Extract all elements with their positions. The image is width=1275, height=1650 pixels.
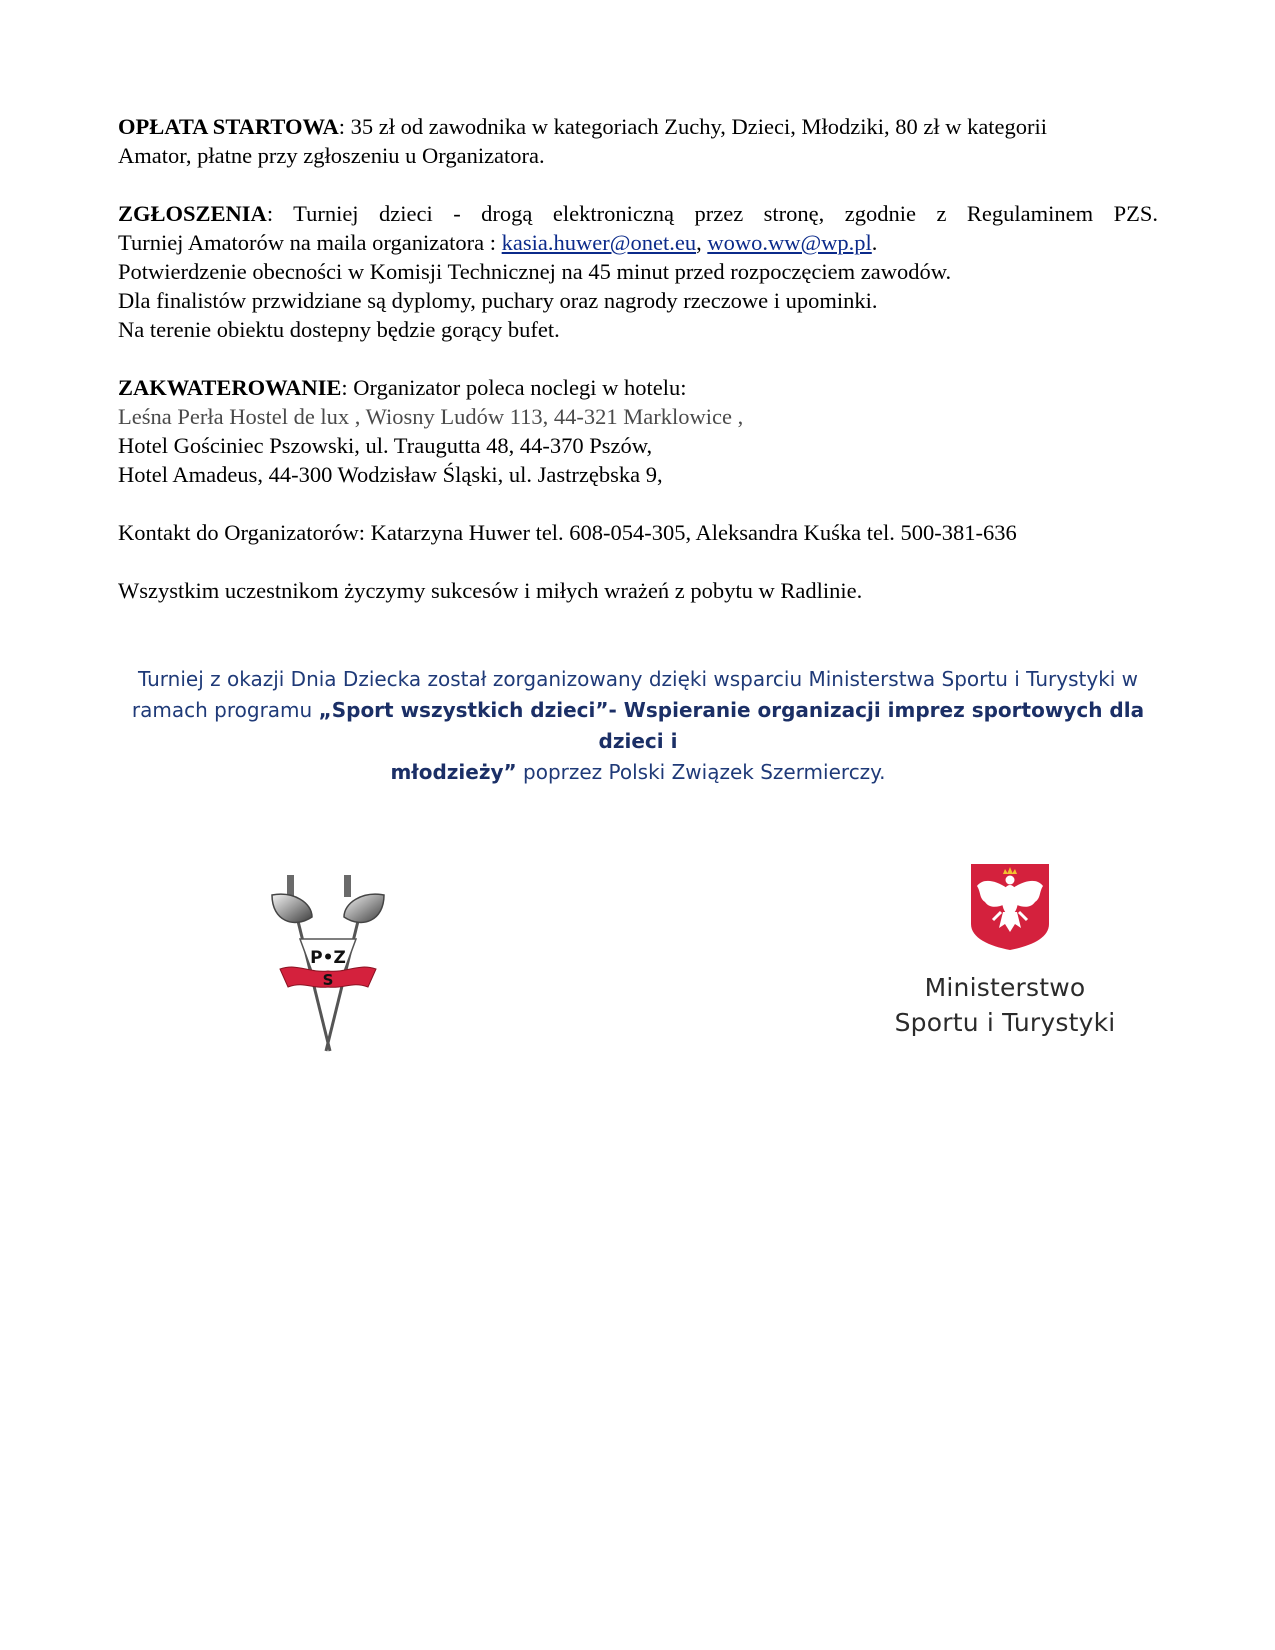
email-link-wowo[interactable]: wowo.ww@wp.pl — [707, 230, 872, 255]
fee-text-1: : 35 zł od zawodnika w kategoriach Zuchy, Dzieci, Młodziki, 80 zł w kategorii — [338, 114, 1048, 139]
sponsor-line-1: Turniej z okazji Dnia Dziecka został zorganizowany dzięki wsparciu Ministerstwa Sportu i Turystyki w — [137, 667, 1139, 691]
spacer — [118, 489, 1158, 518]
registration-line-2 — [118, 228, 1158, 257]
accommodation-intro: : Organizator poleca noclegi w hotelu: — [341, 375, 687, 400]
ministry-logo — [880, 862, 1160, 1042]
email-separator: , — [696, 230, 708, 255]
program-name-end: młodzieży” — [390, 760, 517, 784]
program-name: „Sport wszystkich dzieci”- Wspieranie organizacji imprez sportowych dla dzieci i — [318, 698, 1145, 753]
pzs-logo — [268, 873, 388, 1053]
pzs-letters-top: P•Z — [310, 948, 346, 968]
sponsor-line-2-prefix: ramach programu — [131, 698, 319, 722]
spacer — [118, 547, 1158, 576]
white-eagle-emblem-icon — [969, 862, 1051, 952]
ministry-name-line-1: Ministerstwo — [924, 973, 1086, 1002]
fee-line-1 — [118, 112, 1158, 141]
accommodation-label: ZAKWATEROWANIE — [118, 375, 342, 400]
hotel-amadeus: Hotel Amadeus, 44-300 Wodzisław Śląski, ul. Jastrzębska 9, — [118, 462, 663, 487]
ministry-name-line-2: Sportu i Turystyki — [894, 1008, 1116, 1037]
accommodation-line-1 — [118, 373, 1158, 402]
sponsor-line-2 — [118, 695, 1158, 757]
registration-paragraph — [118, 199, 1158, 344]
registration-line-1 — [118, 199, 1158, 228]
sponsor-line-3-suffix: poprzez Polski Związek Szermierczy. — [516, 760, 886, 784]
ministry-name — [880, 970, 1130, 1040]
hotel-gosciniec: Hotel Gościniec Pszowski, ul. Traugutta 48, 44-370 Pszów, — [118, 433, 653, 458]
pzs-letter-bottom: S — [322, 971, 334, 989]
hotel-lesna-perla: Leśna Perła Hostel de lux , Wiosny Ludów 113, 44-321 Marklowice , — [118, 404, 744, 429]
document-body — [118, 112, 1158, 605]
awards-line: Dla finalistów przwidziane są dyplomy, puchary oraz nagrody rzeczowe i upominki. — [118, 288, 878, 313]
confirmation-line: Potwierdzenie obecności w Komisji Technicznej na 45 minut przed rozpoczęciem zawodów. — [118, 259, 952, 284]
registration-suffix: . — [871, 230, 878, 255]
registration-text-1: : Turniej dzieci - drogą elektroniczną przez stronę, zgodnie z Regulaminem PZS. — [266, 201, 1158, 226]
fee-line-2: Amator, płatne przy zgłoszeniu u Organizatora. — [118, 143, 545, 168]
spacer — [118, 344, 1158, 373]
accommodation-paragraph — [118, 373, 1158, 489]
wishes-line: Wszystkim uczestnikom życzymy sukcesów i miłych wrażeń z pobytu w Radlinie. — [118, 578, 863, 603]
spacer — [118, 170, 1158, 199]
sponsor-line-3 — [118, 757, 1158, 788]
contact-line: Kontakt do Organizatorów: Katarzyna Huwer tel. 608-054-305, Aleksandra Kuśka tel. 500-381-636 — [118, 520, 1017, 545]
registration-text-2: Turniej Amatorów na maila organizatora : — [118, 230, 502, 255]
buffet-line: Na terenie obiektu dostepny będzie gorący bufet. — [118, 317, 560, 342]
pzs-crossed-swords-icon — [268, 873, 388, 1053]
fee-paragraph — [118, 112, 1158, 170]
fee-label: OPŁATA STARTOWA — [118, 114, 339, 139]
registration-label: ZGŁOSZENIA — [118, 201, 267, 226]
email-link-kasia[interactable]: kasia.huwer@onet.eu — [501, 230, 697, 255]
sponsor-note — [118, 664, 1158, 788]
